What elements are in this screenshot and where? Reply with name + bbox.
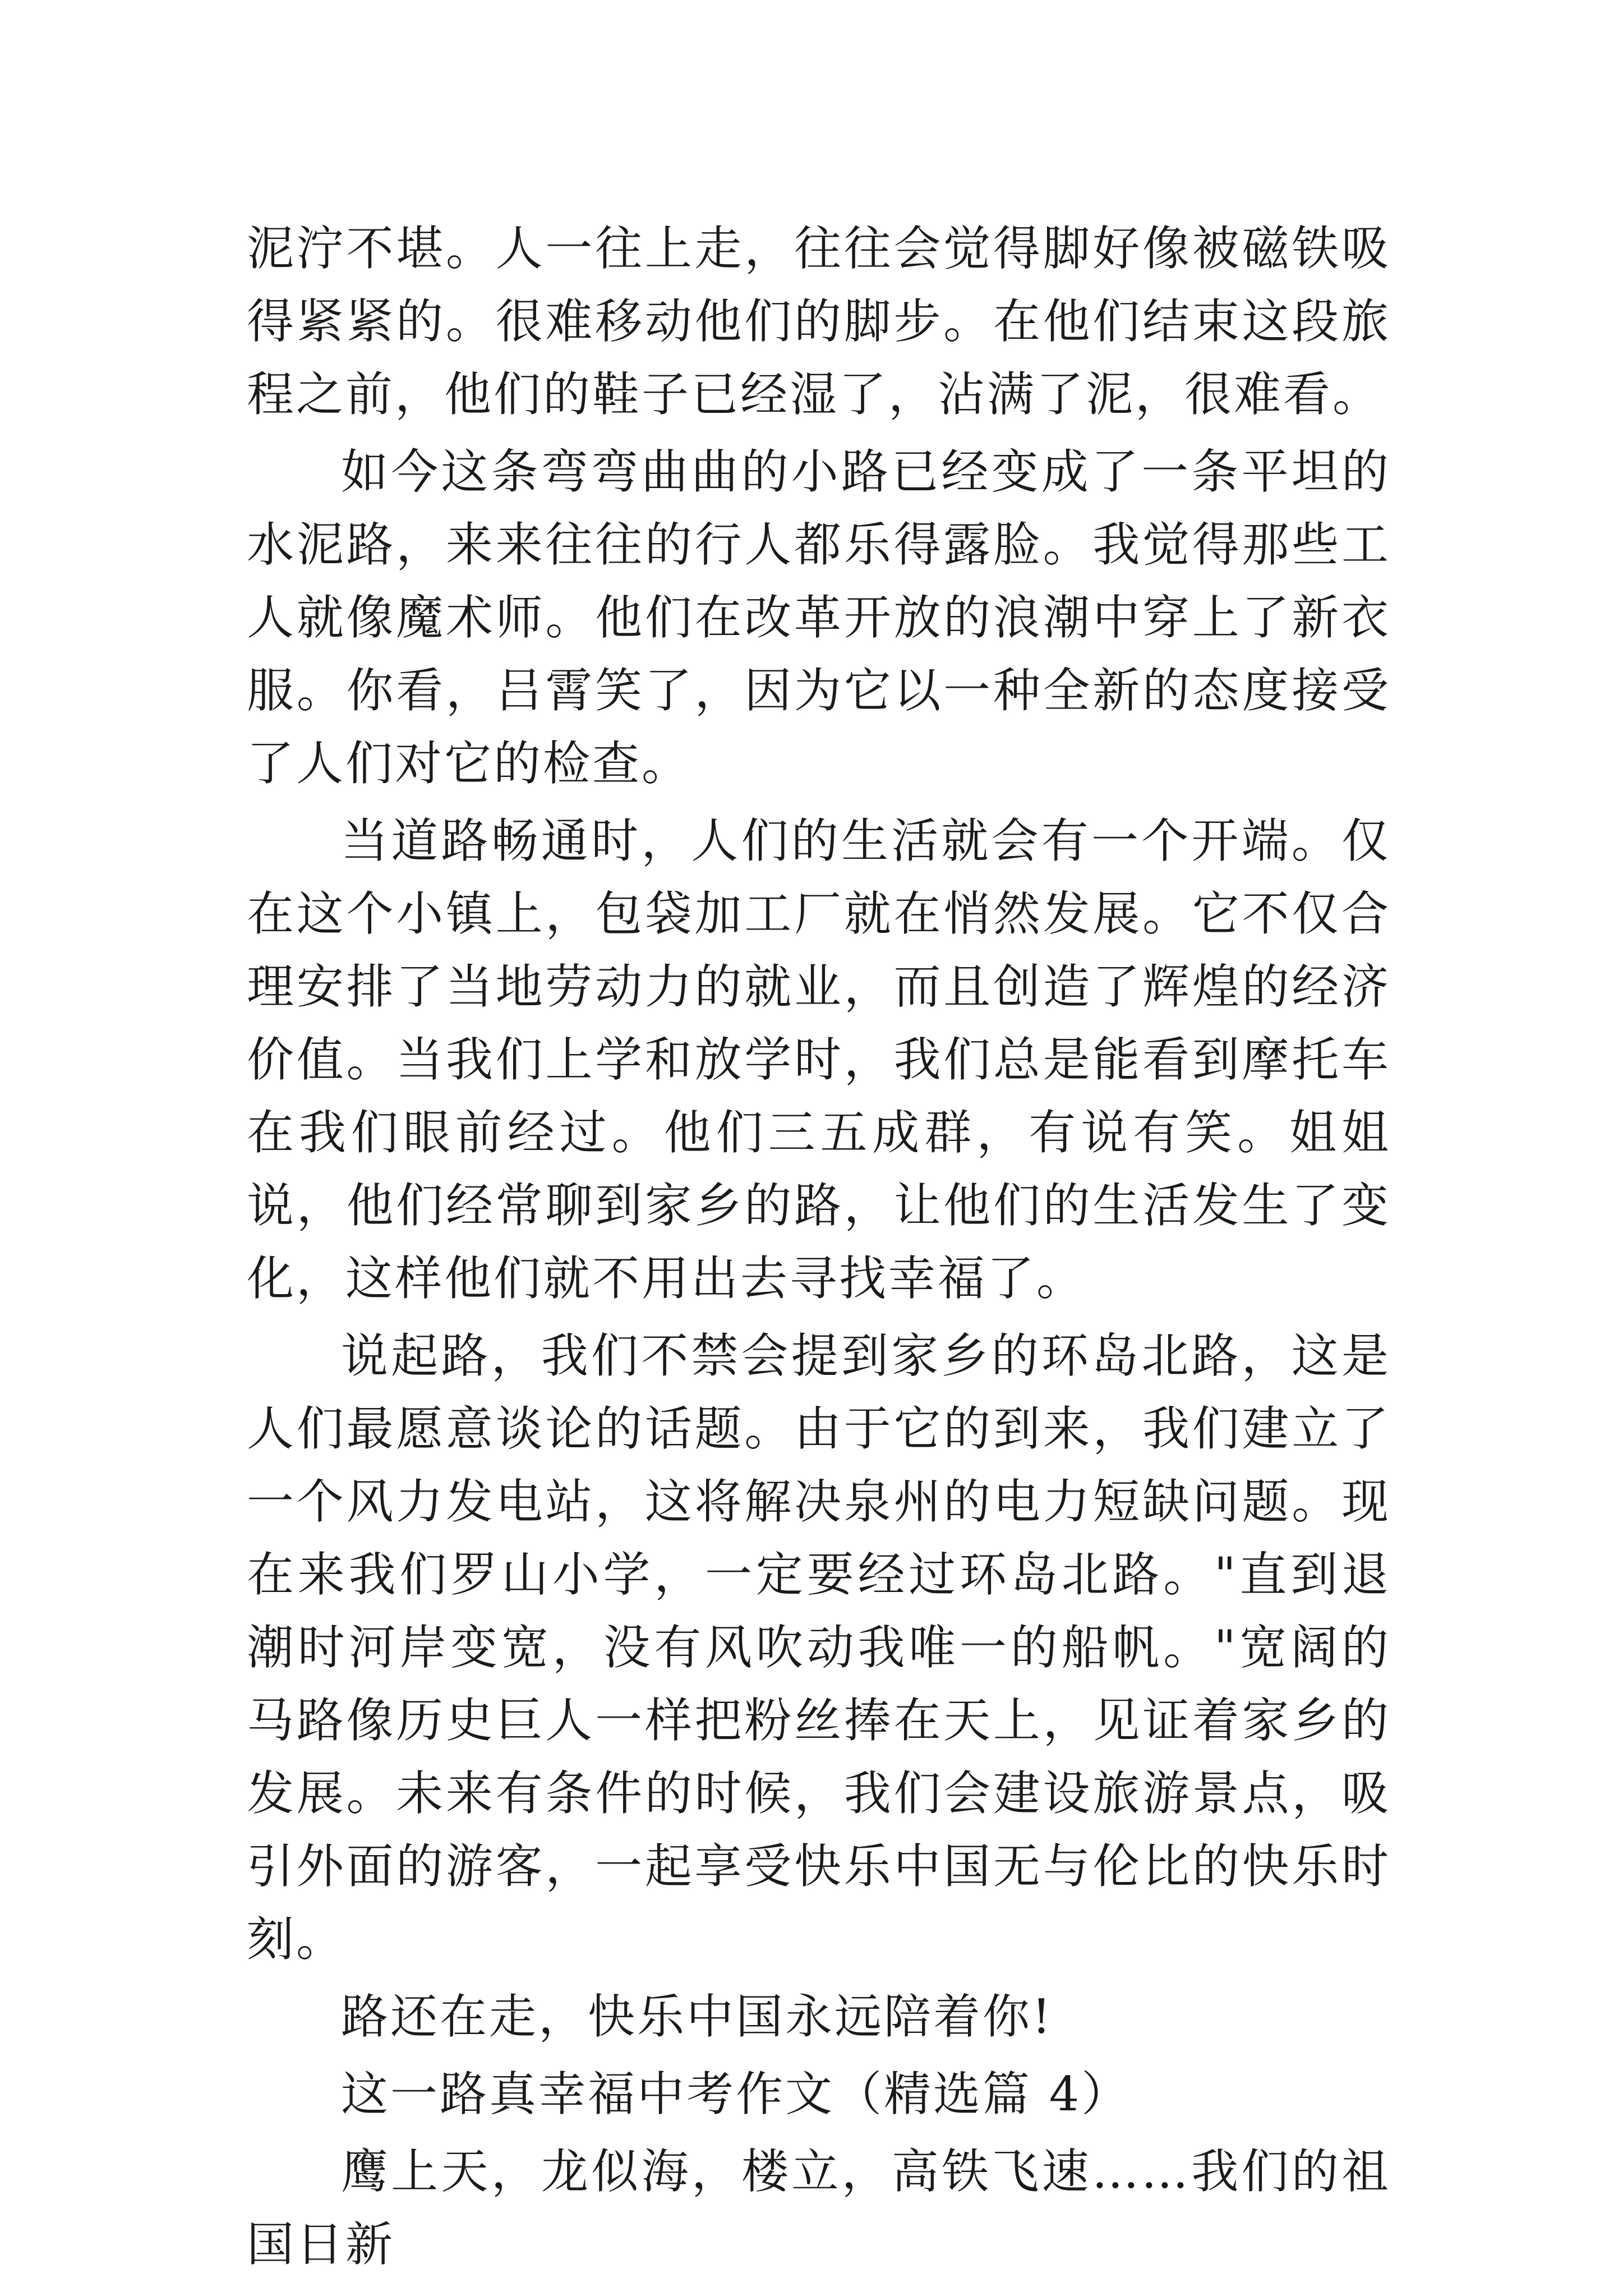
section-heading: 这一路真幸福中考作文（精选篇 4） [341,2067,1131,2122]
paragraph-1: 泥泞不堪。人一往上走，往往会觉得脚好像被磁铁吸得紧紧的。很难移动他们的脚步。在他们结束这段旅程之前，他们的鞋子已经湿了，沾满了泥，很难看。 [247,221,1391,422]
paragraph-2: 如今这条弯弯曲曲的小路已经变成了一条平坦的水泥路，来来往往的行人都乐得露脸。我觉得那些工人就像魔术师。他们在改革开放的浪潮中穿上了新衣服。你看，吕霄笑了，因为它以一种全新的态度接受了人们对它的检查。 [247,444,1391,791]
paragraph-4: 说起路，我们不禁会提到家乡的环岛北路，这是人们最愿意谈论的话题。由于它的到来，我们建立了一个风力发电站，这将解决泉州的电力短缺问题。现在来我们罗山小学，一定要经过环岛北路。"直到退潮时河岸变宽，没有风吹动我唯一的船帆。"宽阔的马路像历史巨人一样把粉丝捧在天上，见证着家乡的发展。未来有条件的时候，我们会建设旅游景点，吸引外面的游客，一起享受快乐中国无与伦比的快乐时刻。 [247,1328,1391,1967]
paragraph-5: 路还在走，快乐中国永远陪着你! [341,1989,1053,2044]
document-body [247,212,1391,2285]
paragraph-6: 鹰上天，龙似海，楼立，高铁飞速……我们的祖国日新 [247,2144,1391,2272]
paragraph-3: 当道路畅通时，人们的生活就会有一个开端。仅在这个小镇上，包袋加工厂就在悄然发展。它不仅合理安排了当地劳动力的就业，而且创造了辉煌的经济价值。当我们上学和放学时，我们总是能看到摩托车在我们眼前经过。他们三五成群，有说有笑。姐姐说，他们经常聊到家乡的路，让他们的生活发生了变化，这样他们就不用出去寻找幸福了。 [247,813,1391,1306]
